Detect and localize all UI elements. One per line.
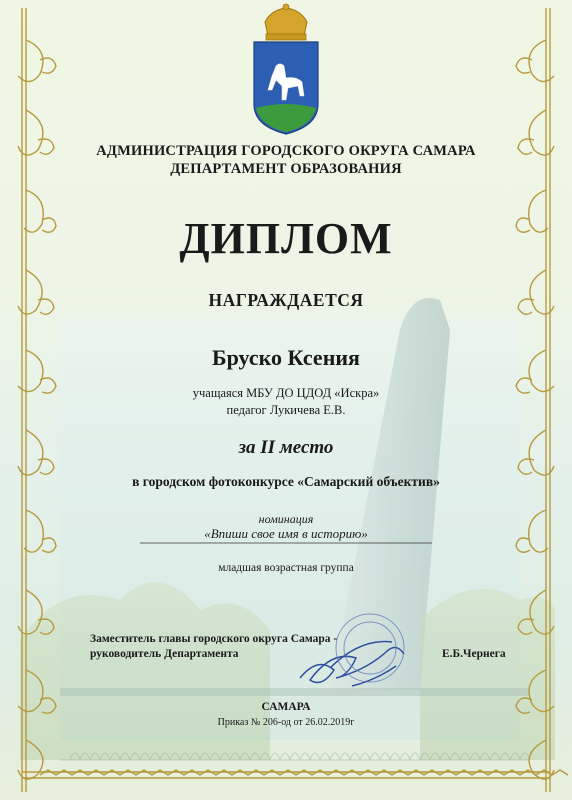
ornament-bottom — [22, 770, 568, 778]
trees-left — [20, 582, 270, 760]
teacher-line: педагог Лукичева Е.В. — [226, 403, 346, 417]
signer-name: Е.Б.Чернега — [442, 648, 506, 660]
awarded-label: НАГРАЖДАЕТСЯ — [208, 290, 364, 310]
city-label: САМАРА — [261, 701, 311, 713]
department-line: ДЕПАРТАМЕНТ ОБРАЗОВАНИЯ — [170, 161, 402, 177]
nomination-label: номинация — [258, 512, 314, 526]
age-group: младшая возрастная группа — [218, 562, 354, 574]
order-reference: Приказ № 206-од от 26.02.2019г — [217, 717, 355, 728]
nomination-value: «Впиши свое имя в историю» — [204, 526, 368, 541]
recipient-name: Бруско Ксения — [212, 345, 360, 370]
diploma-title: ДИПЛОМ — [179, 214, 393, 263]
embankment — [60, 688, 530, 696]
contest-line: в городском фотоконкурсе «Самарский объектив» — [132, 474, 440, 489]
administration-line: АДМИНИСТРАЦИЯ ГОРОДСКОГО ОКРУГА САМАРА — [96, 143, 476, 159]
trees-right — [420, 589, 555, 760]
samara-coat-of-arms — [254, 4, 318, 134]
place-line: за II место — [238, 437, 334, 458]
signer-position-line2: руководитель Департамента — [90, 648, 239, 660]
student-line: учащаяся МБУ ДО ЦДОД «Искра» — [192, 386, 380, 400]
signer-position-line1: Заместитель главы городского округа Самара - — [90, 633, 338, 645]
